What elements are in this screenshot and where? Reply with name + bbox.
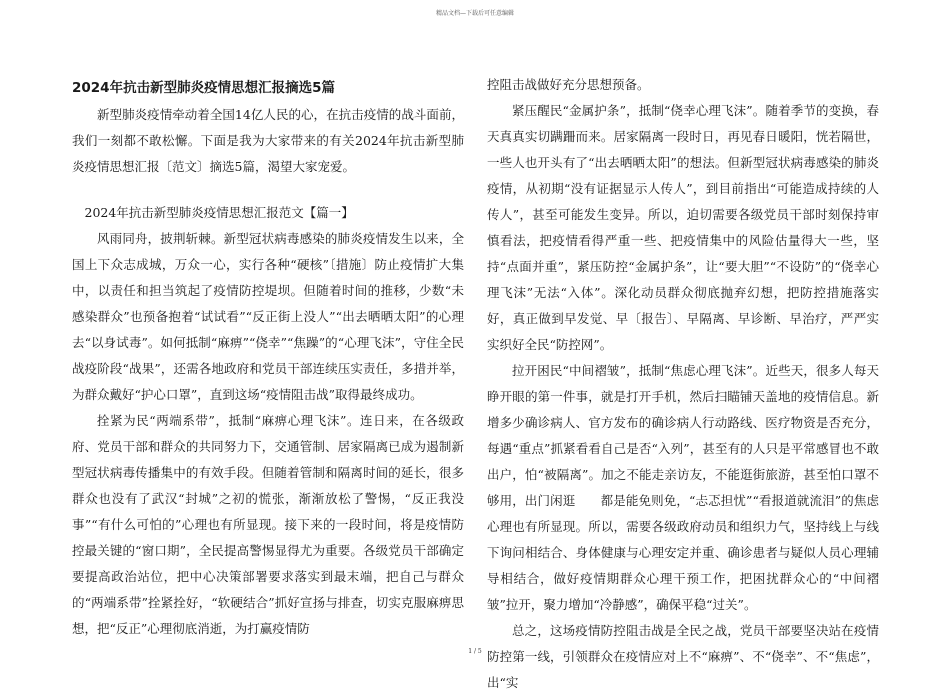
section-subtitle: 2024年抗击新型肺炎疫情思想汇报范文【篇一】 — [84, 205, 354, 220]
body-paragraph: 紧压醒民“金属护条”，抵制“侥幸心理飞沫”。随着季节的变换，春天真真实切蹒跚而来。居家隔离一段时日，再见春日暖阳，恍若隔世，一些人也开头有了“出去晒晒太阳”的想法。但新型冠状病毒感染的肺炎疫情，从初期“没有证据显示人传人”，到目前指出“可能造成持续的人传人”，甚至可能发生变异。所以，迫切需要各级党员干部时刻保持审慎看法，把疫情看得严重一些、把疫情集中的风险估量得大一些，坚持“点面并重”，紧压防控“金属护条”，让“要大胆”“不设防”的“侥幸心理飞沫”无法“入体”。深化动员群众彻底抛弃幻想，把防控措施落实好，真正做到早发觉、早〔报告〕、早隔离、早诊断、早治疗，严严实实织好全民“防控网”。 — [487, 103, 879, 352]
body-paragraph: 总之，这场疫情防控阻击战是全民之战，党员干部要坚决站在疫情防控第一线，引领群众在疫情应对上不“麻痹”、不“侥幸”、不“焦虑”，出“实 — [487, 623, 879, 690]
document-title: 2024年抗击新型肺炎疫情思想汇报摘选5篇 — [72, 80, 335, 96]
body-paragraph: 风雨同舟，披荆斩棘。新型冠状病毒感染的肺炎疫情发生以来，全国上下众志成城，万众一心，实行各种“硬核”〔措施〕防止疫情扩大集中，以责任和担当筑起了疫情防控堤坝。但随着时间的推移，少数“未感染群众”也预备抱着“试试看”“反正街上没人”“出去晒晒太阳”的心理去“以身试毒”。如何抵制“麻痹”“侥幸”“焦躁”的“心理飞沫”，守住全民战疫阶段“战果”，还需各地政府和党员干部连续压实责任，多措并举，为群众戴好“护心口罩”，直到这场“疫情阻击战”取得最终成功。 — [72, 231, 464, 402]
right-column — [487, 72, 879, 696]
body-paragraph: 拴紧为民“两端系带”，抵制“麻痹心理飞沫”。连日来，在各级政府、党员干部和群众的共同努力下，交通管制、居家隔离已成为遏制新型冠状病毒传播集中的有效手段。但随着管制和隔离时间的延长，很多群众也没有了武汉“封城”之初的慌张，渐渐放松了警惕，“反正我没事”“有什么可怕的”心理也有所显现。接下来的一段时间，将是疫情防控最关键的“窗口期”，全民提高警惕显得尤为重要。各级党员干部确定要提高政治站位，把中心决策部署要求落实到最末端，把自己与群众的“两端系带”拴紧拴好，“软硬结合”抓好宣扬与排查，切实克服麻痹思想，把“反正”心理彻底消逝，为打赢疫情防 — [72, 413, 464, 636]
body-paragraph: 控阻击战做好充分思想预备。 — [487, 77, 650, 92]
intro-paragraph: 新型肺炎疫情牵动着全国14亿人民的心，在抗击疫情的战斗面前，我们一刻都不敢松懈。下面是我为大家带来的有关2024年抗击新型肺炎疫情思想汇报〔范文〕摘选5篇，渴望大家宠爱。 — [72, 107, 464, 174]
left-column — [72, 78, 464, 642]
page-number: 1 / 5 — [468, 648, 482, 655]
body-paragraph: 拉开困民“中间褶皱”，抵制“焦虑心理飞沫”。近些天，很多人每天睁开眼的第一件事，就是打开手机，然后扫瞄铺天盖地的疫情信息。新增多少确诊病人、官方发布的确诊病人行动路线、医疗物资是否充分，每遇“重点”抓紧看看自己是否“入列”，甚至有的人只是平常感冒也不敢出户，怕“被隔离”。加之不能走亲访友，不能逛街旅游，甚至怕口罩不够用，出门闲逛 都是能免则免，“忐忑担忧”“看报道就流泪”的焦虑心理也有所显现。所以，需要各级政府动员和组织力气，坚持线上与线下询问相结合、身体健康与心理安定并重、确诊患者与疑似人员心理辅导相结合，做好疫情期群众心理干预工作，把困扰群众心的“中间褶皱”拉开，聚力增加“冷静感”，确保平稳“过关”。 — [487, 363, 879, 612]
page-header: 精品文档—下载后可任意编辑 — [435, 10, 514, 17]
